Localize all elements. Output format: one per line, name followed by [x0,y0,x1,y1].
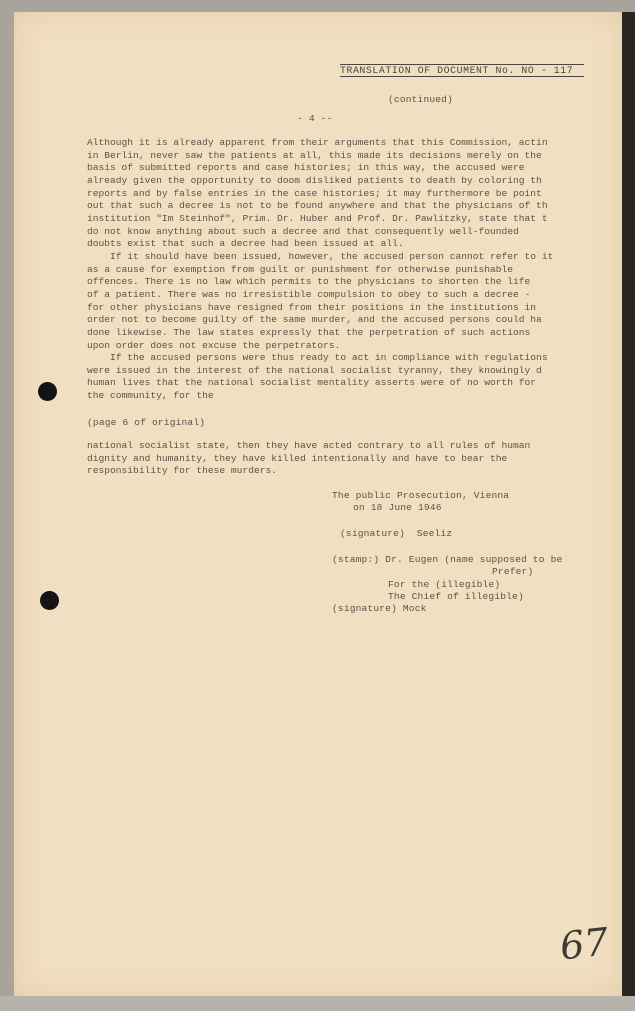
body-line: human lives that the national socialist mentality asserts were of no worth for [87,377,537,389]
body-line: If it should have been issued, however, the accused person cannot refer to it [87,250,554,262]
body-line: the community, for the [87,390,214,402]
continued-label: (continued) [388,94,453,105]
body-text-continued [87,440,587,478]
signature-mock: (signature) Mock [332,603,427,614]
for-line: For the (illegible) [388,579,501,590]
body-line: in Berlin, never saw the patients at all, this made its decisions merely on the [87,149,542,161]
body-line: Although it is already apparent from their arguments that this Commission, actin [87,137,548,148]
punch-hole-top [38,382,57,401]
body-line: basis of submitted reports and case histories; in this way, the accused were [87,162,525,174]
page-note: (page 6 of original) [87,417,206,428]
body-line: done likewise. The law states expressly that the perpetration of such actions [87,326,531,338]
punch-hole-bottom [40,591,59,610]
body-line: already given the opportunity to doom disliked patients to death by coloring th [87,174,542,186]
scan-edge-right [622,12,635,1011]
body-line: reports and by false entries in the case histories; it may furthermore be point [87,187,542,199]
scan-edge-bottom [0,996,635,1011]
document-date: on 18 June 1946 [353,502,442,513]
body-line: If the accused persons were thus ready to act in compliance with regulations [87,352,548,364]
body-text [87,137,587,403]
body-line: were issued in the interest of the national socialist tyranny, they knowingly d [87,364,542,376]
body-line: offences. There is no law which permits to the physicians to shorten the life [87,276,531,288]
signature-seeliz: (signature) Seeliz [340,528,453,539]
body-line: of a patient. There was no irresistible compulsion to obey to such a decree - [87,288,531,300]
body-line: national socialist state, then they have acted contrary to all rules of human [87,440,531,451]
stamp-line-1: (stamp:) Dr. Eugen (name supposed to be [332,554,563,565]
page-marker: - 4 -- [297,113,333,124]
body-line: responsibility for these murders. [87,465,277,477]
body-line: institution "Im Steinhof", Prim. Dr. Huber and Prof. Dr. Pawlitzky, state that t [87,212,548,224]
body-line: doubts exist that such a decree had been issued at all. [87,238,404,250]
chief-line: The Chief of illegible) [388,591,524,602]
body-line: out that such a decree is not to be found anywhere and that the physicians of th [87,200,548,212]
body-line: dignity and humanity, they have killed intentionally and have to bear the [87,452,508,464]
prosecution-office: The public Prosecution, Vienna [332,490,510,501]
stamp-line-2: Prefer) [492,566,534,577]
document-title: TRANSLATION OF DOCUMENT No. NO - 117 [340,64,584,77]
handwritten-page-number: 67 [557,919,611,969]
body-line: upon order does not excuse the perpetrators. [87,339,341,351]
body-line: for other physicians have resigned from their positions in the institutions in [87,301,537,313]
body-line: as a cause for exemption from guilt or punishment for otherwise punishable [87,263,514,275]
body-line: order not to become guilty of the same murder, and the accused persons could ha [87,314,542,326]
body-line: do not know anything about such a decree and that consequently well-founded [87,225,519,237]
